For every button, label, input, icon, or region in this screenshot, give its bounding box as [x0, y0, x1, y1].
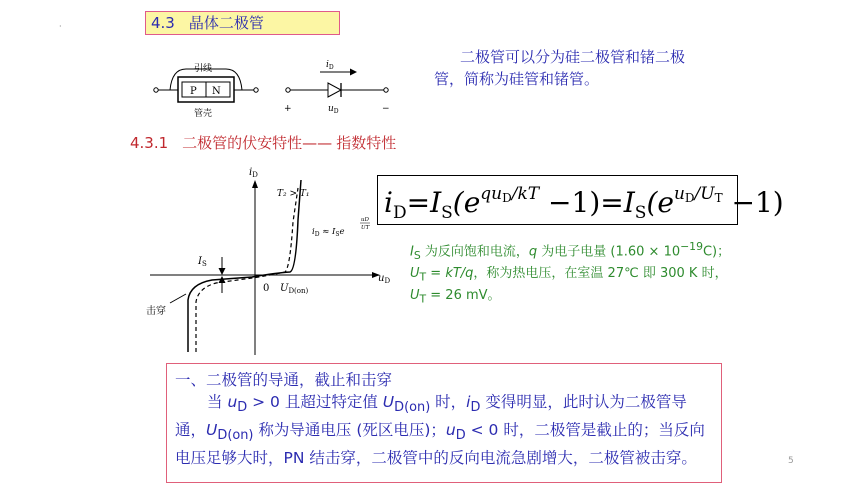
uon-label: $U_{D(on)}$: [280, 283, 309, 295]
lead-label: 引线: [194, 64, 213, 74]
is-arrow-down: [219, 268, 226, 275]
note-text: $I_S$ 为反向饱和电流，q 为电子电量 $(1.60 \times 10^{-19}C)$；$U_T = kT/q$，称为热电压，在室温 27℃ 即 300 K 时，$U_T = 26$ mV。: [410, 240, 731, 306]
anode-terminal: [286, 88, 290, 92]
diode-equation: [378, 176, 784, 226]
diode-diagrams: [150, 55, 400, 125]
subsection-heading: [130, 132, 396, 153]
x-axis-label: $u_D$: [378, 273, 391, 285]
formula-box: [377, 175, 784, 225]
formula-note: [410, 238, 740, 308]
section-title: [145, 11, 340, 35]
breakdown-label: 击穿: [146, 306, 166, 317]
intro-text: 二极管可以分为硅二极管和锗二极管，简称为硅管和锗管。: [434, 48, 686, 88]
approx-exponent-den: UT: [361, 225, 370, 231]
info-paragraph: 当 $u_D > 0$ 且超过特定值 $U_{D(on)}$ 时，$i_D$ 变得明显，此时认为二极管导通，$U_{D(on)}$ 称为导通电压 (死区电压)；$u_D < 0$ 时，二极管是截止的；当反向电压足够大时，PN 结击穿，二极管中的反向电流急剧增大，二极管被击穿。: [175, 393, 705, 468]
case-label: 管壳: [194, 109, 213, 119]
n-label: N: [212, 86, 221, 97]
approx-label: $i_D \approx I_Se$: [312, 227, 345, 238]
subsection-number: 4.3.1: [130, 134, 169, 152]
curve-t2: [196, 188, 298, 352]
page-number: 5: [788, 456, 794, 466]
diode-triangle: [328, 83, 341, 97]
diode-structure-diagram: [154, 62, 258, 119]
conduction-info-box: [166, 363, 722, 483]
left-terminal: [154, 88, 158, 92]
diode-symbol: [284, 60, 390, 115]
iv-characteristic-graph: [140, 160, 390, 360]
p-label: P: [190, 86, 197, 97]
origin-label: 0: [263, 283, 270, 294]
voltage-label: $u_D$: [328, 104, 339, 115]
is-label: $I_S$: [198, 256, 207, 268]
info-heading: 一、二极管的导通，截止和击穿: [175, 371, 393, 389]
breakdown-pointer: [170, 294, 186, 303]
y-axis-arrow: [252, 180, 258, 188]
minus-sign: −: [382, 104, 390, 114]
right-terminal: [254, 88, 258, 92]
temperature-label: T₂ > T₁: [277, 189, 310, 199]
intro-paragraph: [434, 46, 714, 90]
approx-exponent-num: uD: [361, 217, 369, 223]
plus-sign: +: [284, 104, 292, 114]
y-axis-label: $i_D$: [249, 167, 258, 179]
equation: $i_D=I_S(e^{qu}D/kT -1)=I_S(e^uD/UT -1)$: [384, 184, 784, 223]
current-label: $i_D$: [326, 60, 334, 71]
section-title-text: 晶体二极管: [188, 14, 264, 32]
decor-dot: ·: [59, 22, 62, 31]
current-arrow-head: [350, 69, 357, 76]
subsection-title: 二极管的伏安特性——: [182, 134, 333, 152]
subsection-highlight: 指数特性: [336, 134, 397, 152]
section-number: 4.3: [151, 14, 175, 32]
cathode-terminal: [384, 88, 388, 92]
